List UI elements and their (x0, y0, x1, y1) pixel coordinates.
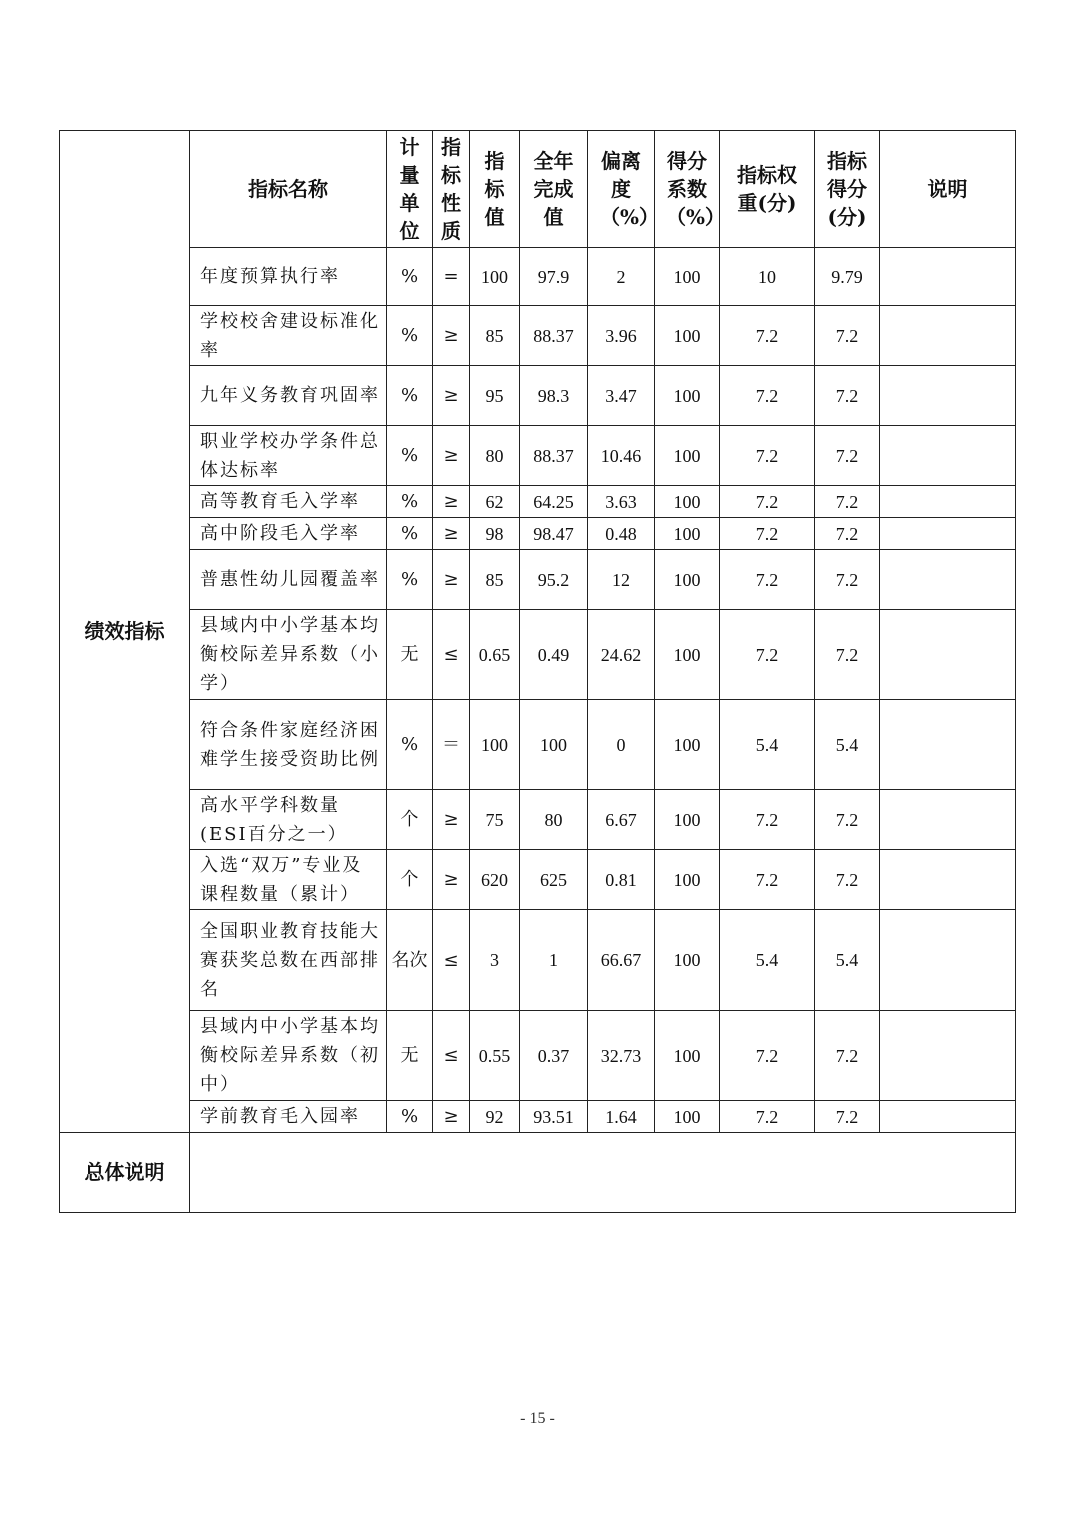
cell-note (880, 610, 1016, 700)
cell-actual-value: 98.3 (520, 366, 588, 426)
cell-weight: 5.4 (720, 910, 815, 1011)
cell-indicator-name: 学校校舍建设标准化率 (190, 306, 387, 366)
cell-nature: ≥ (433, 486, 470, 518)
cell-target-value: 620 (470, 850, 520, 910)
cell-score-coefficient: 100 (655, 1101, 720, 1133)
cell-indicator-name: 县域内中小学基本均衡校际差异系数（初中） (190, 1011, 387, 1101)
table-row (60, 366, 1016, 426)
cell-score-coefficient: 100 (655, 366, 720, 426)
cell-actual-value: 1 (520, 910, 588, 1011)
cell-indicator-name: 高中阶段毛入学率 (190, 518, 387, 550)
cell-weight: 7.2 (720, 1101, 815, 1133)
cell-score: 7.2 (815, 426, 880, 486)
cell-nature: ≥ (433, 306, 470, 366)
cell-weight: 7.2 (720, 306, 815, 366)
cell-unit: % (387, 486, 433, 518)
cell-weight: 7.2 (720, 850, 815, 910)
cell-deviation: 32.73 (588, 1011, 655, 1101)
cell-actual-value: 0.37 (520, 1011, 588, 1101)
header-nature: 指标性质 (433, 131, 470, 248)
summary-row (60, 1133, 1016, 1213)
cell-target-value: 98 (470, 518, 520, 550)
cell-nature: ≥ (433, 550, 470, 610)
cell-unit: % (387, 550, 433, 610)
cell-nature: ≥ (433, 1101, 470, 1133)
cell-weight: 10 (720, 248, 815, 306)
cell-score: 7.2 (815, 610, 880, 700)
table-row (60, 486, 1016, 518)
cell-weight: 7.2 (720, 1011, 815, 1101)
cell-target-value: 75 (470, 790, 520, 850)
cell-score: 7.2 (815, 1101, 880, 1133)
cell-actual-value: 0.49 (520, 610, 588, 700)
cell-target-value: 85 (470, 306, 520, 366)
cell-unit: % (387, 700, 433, 790)
table-row (60, 1011, 1016, 1101)
cell-score-coefficient: 100 (655, 700, 720, 790)
cell-target-value: 62 (470, 486, 520, 518)
cell-note (880, 426, 1016, 486)
cell-unit: % (387, 306, 433, 366)
cell-unit: % (387, 518, 433, 550)
cell-score-coefficient: 100 (655, 610, 720, 700)
cell-indicator-name: 入选“双万”专业及课程数量（累计） (190, 850, 387, 910)
cell-nature: = (433, 248, 470, 306)
table-row (60, 518, 1016, 550)
cell-score-coefficient: 100 (655, 1011, 720, 1101)
cell-actual-value: 625 (520, 850, 588, 910)
cell-score-coefficient: 100 (655, 850, 720, 910)
cell-actual-value: 93.51 (520, 1101, 588, 1133)
cell-indicator-name: 九年义务教育巩固率 (190, 366, 387, 426)
cell-actual-value: 98.47 (520, 518, 588, 550)
cell-score-coefficient: 100 (655, 426, 720, 486)
cell-actual-value: 100 (520, 700, 588, 790)
cell-unit: 个 (387, 790, 433, 850)
table-row (60, 790, 1016, 850)
cell-score: 7.2 (815, 366, 880, 426)
cell-actual-value: 64.25 (520, 486, 588, 518)
cell-target-value: 100 (470, 248, 520, 306)
cell-target-value: 0.65 (470, 610, 520, 700)
cell-note (880, 700, 1016, 790)
cell-deviation: 0 (588, 700, 655, 790)
header-note: 说明 (880, 131, 1016, 248)
cell-deviation: 12 (588, 550, 655, 610)
cell-deviation: 24.62 (588, 610, 655, 700)
cell-indicator-name: 高水平学科数量(ESI百分之一） (190, 790, 387, 850)
cell-actual-value: 88.37 (520, 426, 588, 486)
cell-weight: 7.2 (720, 486, 815, 518)
cell-score: 7.2 (815, 790, 880, 850)
cell-indicator-name: 普惠性幼儿园覆盖率 (190, 550, 387, 610)
cell-indicator-name: 县域内中小学基本均衡校际差异系数（小学） (190, 610, 387, 700)
table-row (60, 610, 1016, 700)
table-row (60, 248, 1016, 306)
cell-target-value: 3 (470, 910, 520, 1011)
cell-deviation: 3.47 (588, 366, 655, 426)
cell-weight: 7.2 (720, 610, 815, 700)
header-target-value: 指标值 (470, 131, 520, 248)
cell-score: 7.2 (815, 850, 880, 910)
cell-unit: % (387, 248, 433, 306)
performance-indicator-table (59, 130, 1016, 1213)
summary-text (190, 1133, 1016, 1213)
cell-score-coefficient: 100 (655, 790, 720, 850)
header-row (60, 131, 1016, 248)
cell-unit: 个 (387, 850, 433, 910)
cell-weight: 7.2 (720, 518, 815, 550)
cell-nature: ≥ (433, 366, 470, 426)
cell-unit: % (387, 426, 433, 486)
cell-weight: 7.2 (720, 426, 815, 486)
table-row (60, 550, 1016, 610)
cell-score: 5.4 (815, 910, 880, 1011)
cell-indicator-name: 职业学校办学条件总体达标率 (190, 426, 387, 486)
header-indicator-name: 指标名称 (190, 131, 387, 248)
cell-target-value: 0.55 (470, 1011, 520, 1101)
table-row (60, 306, 1016, 366)
header-unit: 计量单位 (387, 131, 433, 248)
cell-nature: ≥ (433, 790, 470, 850)
cell-note (880, 486, 1016, 518)
cell-weight: 7.2 (720, 550, 815, 610)
cell-actual-value: 95.2 (520, 550, 588, 610)
cell-note (880, 306, 1016, 366)
cell-note (880, 550, 1016, 610)
cell-weight: 7.2 (720, 366, 815, 426)
header-score-coefficient: 得分系数（%） (655, 131, 720, 248)
header-actual-value: 全年完成值 (520, 131, 588, 248)
cell-note (880, 366, 1016, 426)
cell-nature: ≤ (433, 1011, 470, 1101)
cell-score: 9.79 (815, 248, 880, 306)
cell-target-value: 92 (470, 1101, 520, 1133)
cell-unit: 无 (387, 1011, 433, 1101)
cell-unit: 名次 (387, 910, 433, 1011)
cell-note (880, 248, 1016, 306)
cell-target-value: 85 (470, 550, 520, 610)
cell-score: 7.2 (815, 518, 880, 550)
cell-target-value: 95 (470, 366, 520, 426)
cell-indicator-name: 年度预算执行率 (190, 248, 387, 306)
cell-nature: ≤ (433, 910, 470, 1011)
cell-deviation: 10.46 (588, 426, 655, 486)
cell-weight: 5.4 (720, 700, 815, 790)
cell-note (880, 790, 1016, 850)
cell-deviation: 1.64 (588, 1101, 655, 1133)
header-score: 指标得分(分) (815, 131, 880, 248)
cell-deviation: 3.96 (588, 306, 655, 366)
cell-deviation: 6.67 (588, 790, 655, 850)
table-row (60, 910, 1016, 1011)
cell-deviation: 0.48 (588, 518, 655, 550)
cell-score: 7.2 (815, 550, 880, 610)
cell-score: 7.2 (815, 486, 880, 518)
cell-indicator-name: 符合条件家庭经济困难学生接受资助比例 (190, 700, 387, 790)
cell-nature: ≥ (433, 518, 470, 550)
cell-score-coefficient: 100 (655, 910, 720, 1011)
cell-note (880, 910, 1016, 1011)
table-row (60, 1101, 1016, 1133)
cell-score-coefficient: 100 (655, 518, 720, 550)
cell-actual-value: 80 (520, 790, 588, 850)
cell-score-coefficient: 100 (655, 486, 720, 518)
cell-unit: % (387, 366, 433, 426)
cell-note (880, 518, 1016, 550)
cell-weight: 7.2 (720, 790, 815, 850)
group-label-performance: 绩效指标 (60, 131, 190, 1133)
cell-deviation: 0.81 (588, 850, 655, 910)
cell-indicator-name: 学前教育毛入园率 (190, 1101, 387, 1133)
cell-nature: ＝ (433, 700, 470, 790)
table-row (60, 700, 1016, 790)
cell-score-coefficient: 100 (655, 550, 720, 610)
header-deviation: 偏离度（%） (588, 131, 655, 248)
cell-note (880, 1101, 1016, 1133)
cell-unit: 无 (387, 610, 433, 700)
cell-unit: % (387, 1101, 433, 1133)
cell-score-coefficient: 100 (655, 248, 720, 306)
page-number: - 15 - (520, 1410, 555, 1427)
cell-deviation: 66.67 (588, 910, 655, 1011)
cell-indicator-name: 高等教育毛入学率 (190, 486, 387, 518)
cell-deviation: 3.63 (588, 486, 655, 518)
cell-target-value: 100 (470, 700, 520, 790)
cell-score-coefficient: 100 (655, 306, 720, 366)
cell-score: 7.2 (815, 306, 880, 366)
header-weight: 指标权重(分) (720, 131, 815, 248)
cell-indicator-name: 全国职业教育技能大赛获奖总数在西部排名 (190, 910, 387, 1011)
cell-nature: ≤ (433, 610, 470, 700)
cell-score: 7.2 (815, 1011, 880, 1101)
table-row (60, 426, 1016, 486)
cell-nature: ≥ (433, 426, 470, 486)
cell-nature: ≥ (433, 850, 470, 910)
cell-note (880, 850, 1016, 910)
cell-deviation: 2 (588, 248, 655, 306)
table-row (60, 850, 1016, 910)
cell-actual-value: 97.9 (520, 248, 588, 306)
cell-target-value: 80 (470, 426, 520, 486)
cell-note (880, 1011, 1016, 1101)
summary-label: 总体说明 (60, 1133, 190, 1213)
cell-actual-value: 88.37 (520, 306, 588, 366)
cell-score: 5.4 (815, 700, 880, 790)
